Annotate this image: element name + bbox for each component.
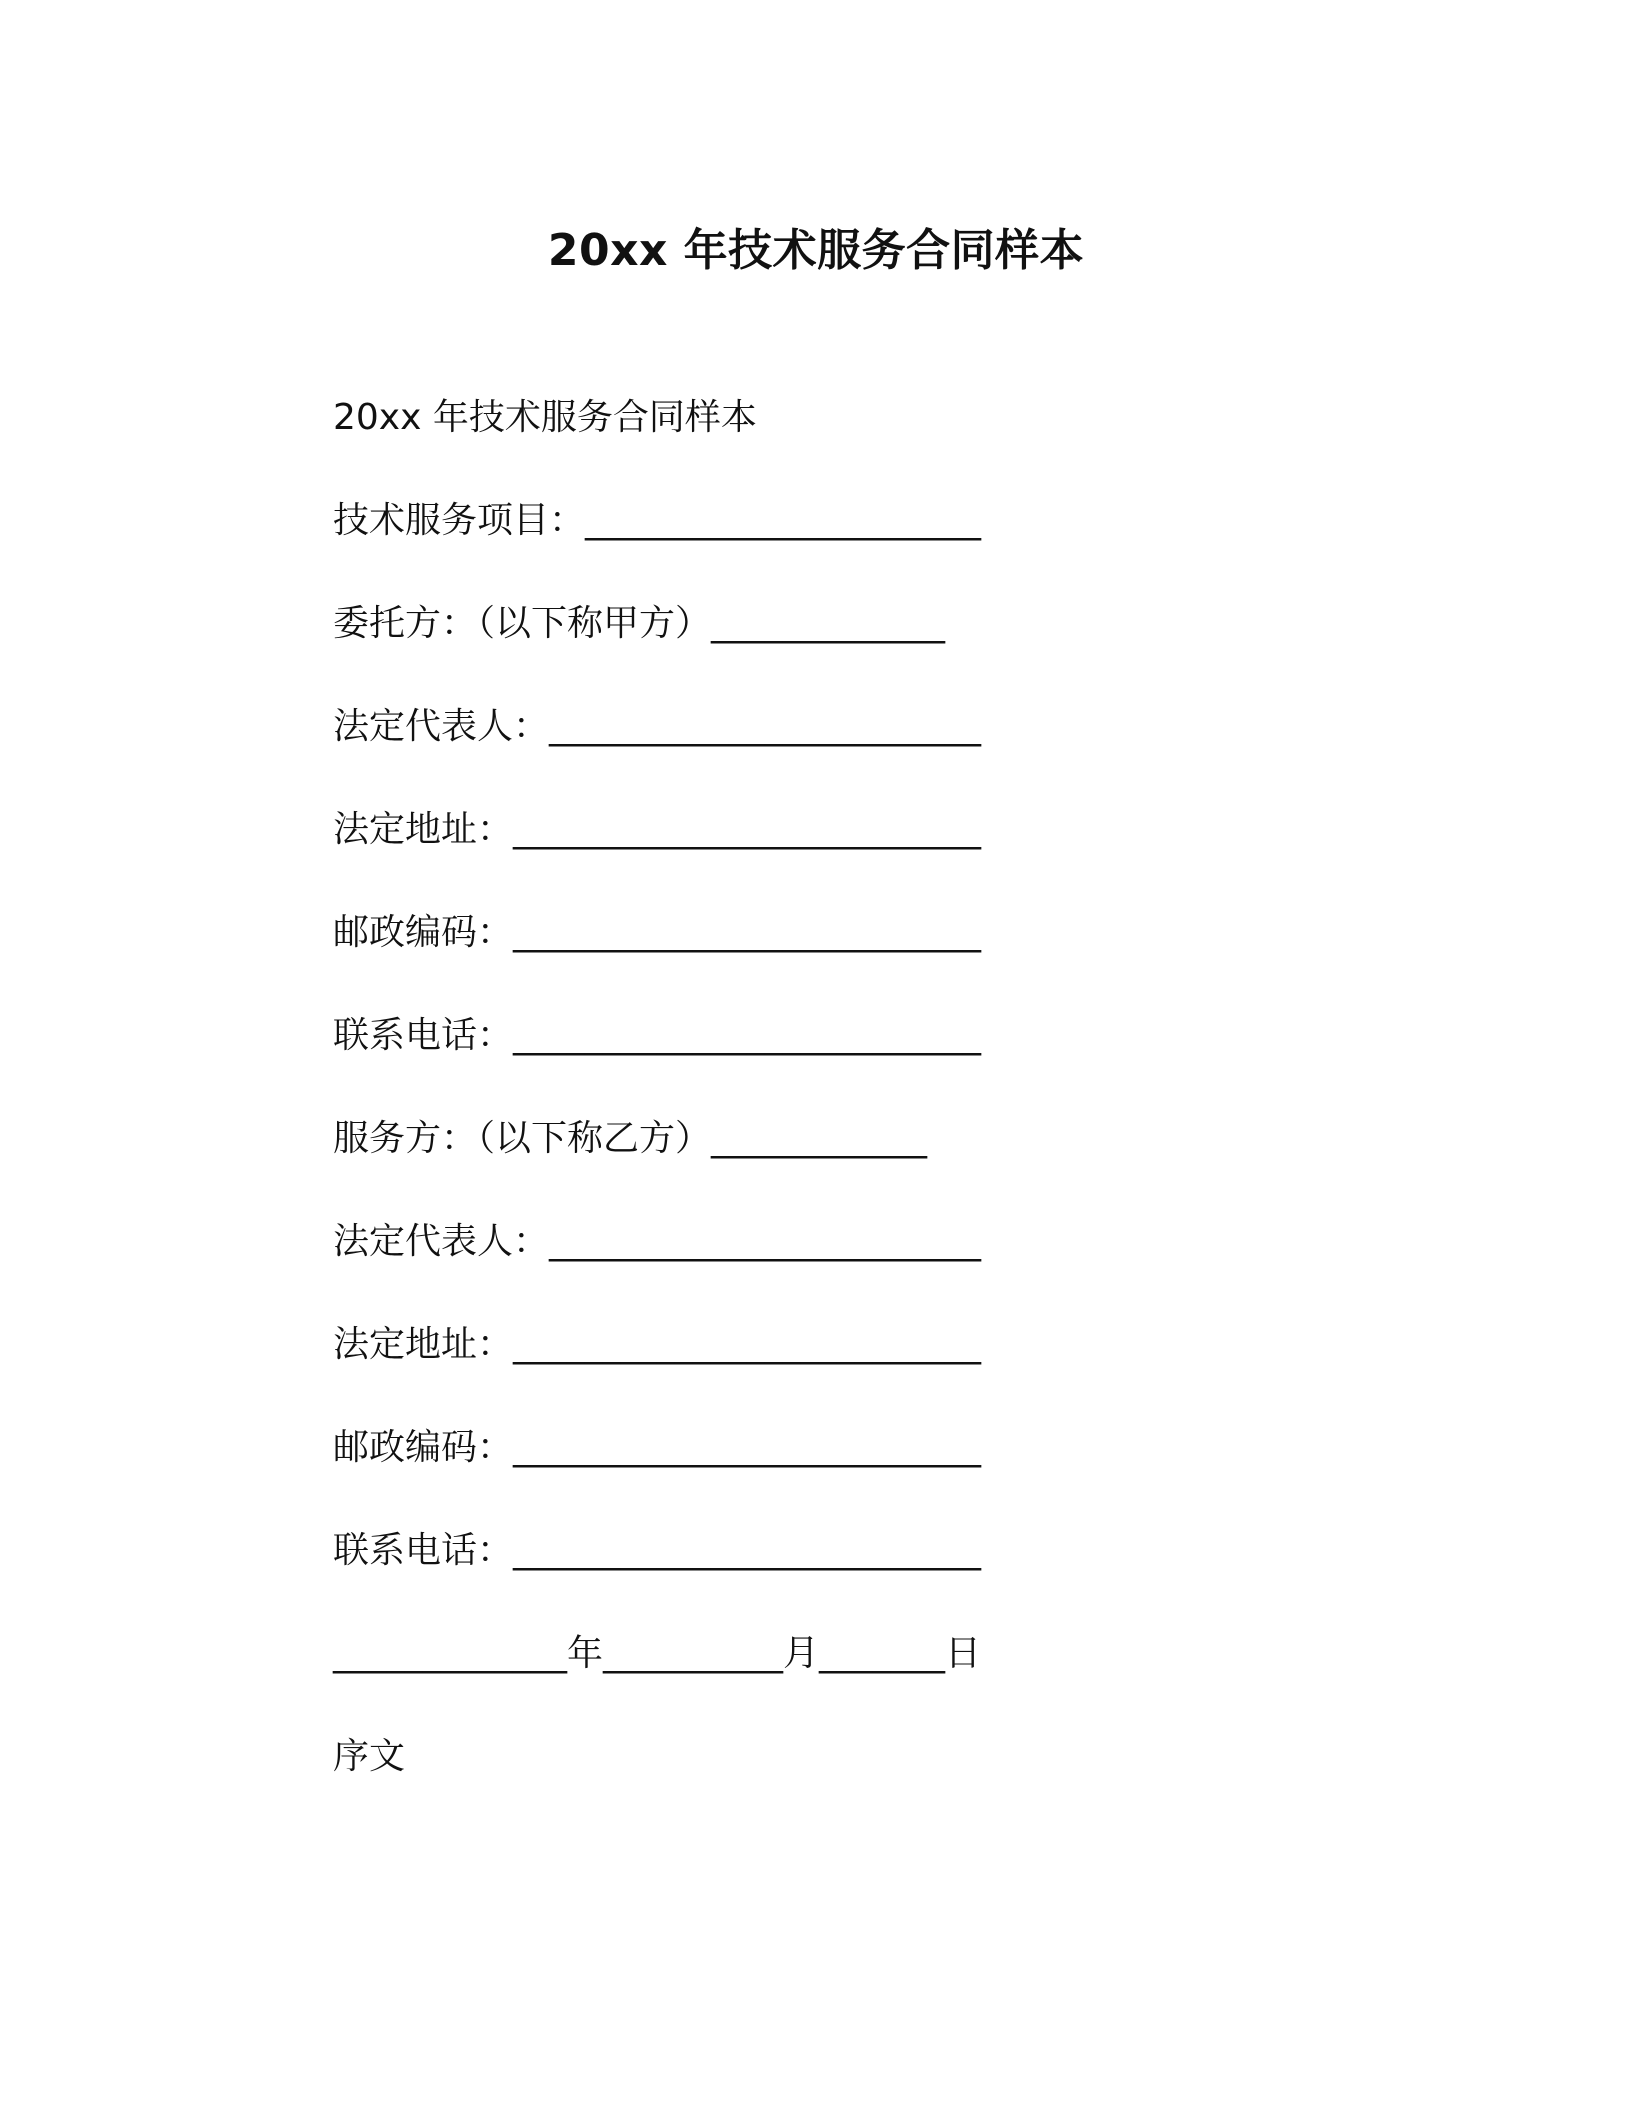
document-title: 20xx 年技术服务合同样本 bbox=[547, 225, 1085, 276]
client-address-line: 法定地址：__________________________ bbox=[333, 809, 982, 850]
service-party-line: 服务方：（以下称乙方）____________ bbox=[333, 1118, 928, 1159]
preface-heading: 序文 bbox=[333, 1736, 406, 1777]
client-legal-rep-line: 法定代表人：________________________ bbox=[333, 706, 982, 747]
client-party-line: 委托方：（以下称甲方）_____________ bbox=[333, 603, 946, 644]
client-postcode-line: 邮政编码：__________________________ bbox=[333, 912, 982, 953]
subtitle-line: 20xx 年技术服务合同样本 bbox=[333, 397, 757, 438]
service-postcode-line: 邮政编码：__________________________ bbox=[333, 1427, 982, 1468]
date-line: _____________年__________月_______日 bbox=[333, 1633, 981, 1674]
service-legal-rep-line: 法定代表人：________________________ bbox=[333, 1221, 982, 1262]
client-phone-line: 联系电话：__________________________ bbox=[333, 1015, 982, 1056]
service-phone-line: 联系电话：__________________________ bbox=[333, 1530, 982, 1571]
service-project-line: 技术服务项目：______________________ bbox=[333, 500, 982, 541]
service-address-line: 法定地址：__________________________ bbox=[333, 1324, 982, 1365]
document-body bbox=[333, 392, 1333, 1834]
